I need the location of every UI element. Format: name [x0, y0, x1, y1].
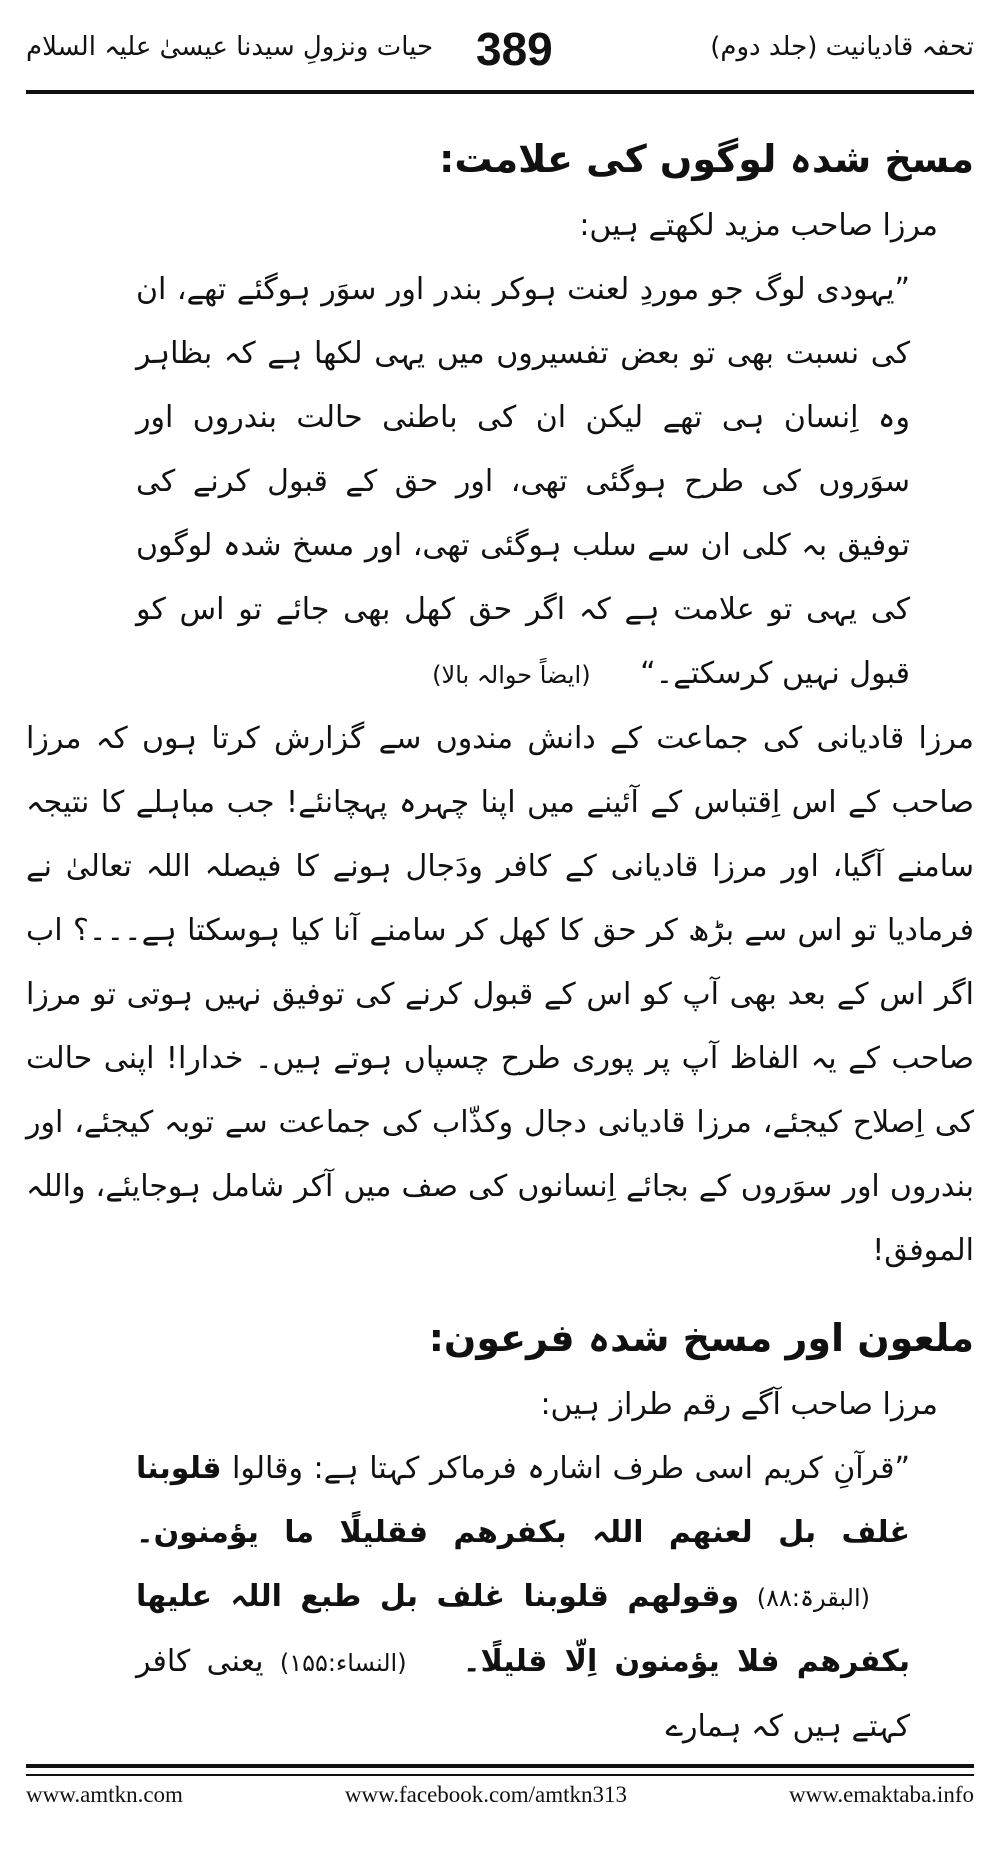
page-header — [26, 22, 974, 86]
quote-citation-1: (ایضاً حوالہ بالا) — [432, 661, 591, 689]
book-title: تحفہ قادیانیت (جلد دوم) — [710, 32, 974, 62]
page-body — [26, 104, 974, 1759]
section-heading-2: ملعون اور مسخ شدہ فرعون: — [428, 1316, 974, 1360]
body-paragraph-1: مرزا قادیانی کی جماعت کے دانش مندوں سے گزارش کرتا ہوں کہ مرزا صاحب کے اس اِقتباس کے آئینے میں اپنا چہرہ پہچانئے! جب مباہلے کا نتیجہ سامنے آگیا، اور مرزا قادیانی کے کافر ودَجال ہونے کا فیصلہ اللہ تعالیٰ نے فرمادیا تو اس سے بڑھ کر حق کا کھل کر سامنے آنا کیا ہوسکتا ہے۔۔۔؟ اب اگر اس کے بعد بھی آپ کو اس کے قبول کرنے کی توفیق نہیں ہوتی تو مرزا صاحب کے یہ الفاظ آپ پر پوری طرح چسپاں ہوتے ہیں۔ خدارا! اپنی حالت کی اِصلاح کیجئے، مرزا قادیانی دجال وکذّاب کی جماعت سے توبہ کیجئے، اور بندروں اور سوَروں کے بجائے اِنسانوں کی صف میں آکر شامل ہوجایئے، واللہ الموفق! — [26, 721, 974, 1268]
footer-divider-thin — [26, 1774, 974, 1776]
block-quote-1 — [136, 258, 910, 707]
footer-link-facebook[interactable]: www.facebook.com/amtkn313 — [344, 1782, 628, 1807]
header-divider — [26, 90, 974, 94]
footer-divider-thick — [26, 1764, 974, 1768]
section-intro-2: مرزا صاحب آگے رقم طراز ہیں: — [540, 1387, 938, 1422]
section-intro-1: مرزا صاحب مزید لکھتے ہیں: — [579, 208, 938, 243]
block-quote-2 — [136, 1437, 910, 1759]
footer-link-emaktaba[interactable]: www.emaktaba.info — [788, 1782, 974, 1807]
quote-tail-2: یعنی کافر کہتے ہیں کہ ہمارے — [136, 1644, 910, 1744]
quote-arabic-3: وقولھم قلوبنا غلف بل طبع اللہ علیھا بکفرھم فلا یؤمنون اِلّا قلیلًا۔ — [136, 1579, 910, 1679]
quote-arabic-2: قلوبنا غلف بل لعنھم اللہ بکفرھم فقلیلًا ما یؤمنون۔ — [136, 1451, 910, 1550]
footer-link-amtkn[interactable]: www.amtkn.com — [26, 1782, 183, 1807]
page-footer — [26, 1782, 974, 1822]
quote-reference-2: (النساء:۱۵۵) — [279, 1649, 407, 1677]
section-title: حیات ونزولِ سیدنا عیسیٰ علیہ السلام — [26, 32, 434, 62]
quote-reference-1: (البقرۃ:۸۸) — [756, 1584, 871, 1612]
quote-lead-2: ”قرآنِ کریم اسی طرف اشارہ فرماکر کہتا ہے: وقالوا — [232, 1451, 910, 1486]
page-number: 389 — [476, 23, 553, 75]
quote-text-1: ”یہودی لوگ جو موردِ لعنت ہوکر بندر اور سوَر ہوگئے تھے، ان کی نسبت بھی تو بعض تفسیروں میں یہی لکھا ہے کہ بظاہر وہ اِنسان ہی تھے لیکن ان کی باطنی حالت بندروں اور سوَروں کی طرح ہوگئی تھی، اور حق کے قبول کرنے کی توفیق بہ کلی ان سے سلب ہوگئی تھی، اور مسخ شدہ لوگوں کی یہی تو علامت ہے کہ اگر حق کھل بھی جائے تو اس کو قبول نہیں کرسکتے۔“ — [136, 272, 910, 691]
section-heading-1: مسخ شدہ لوگوں کی علامت: — [439, 137, 974, 181]
